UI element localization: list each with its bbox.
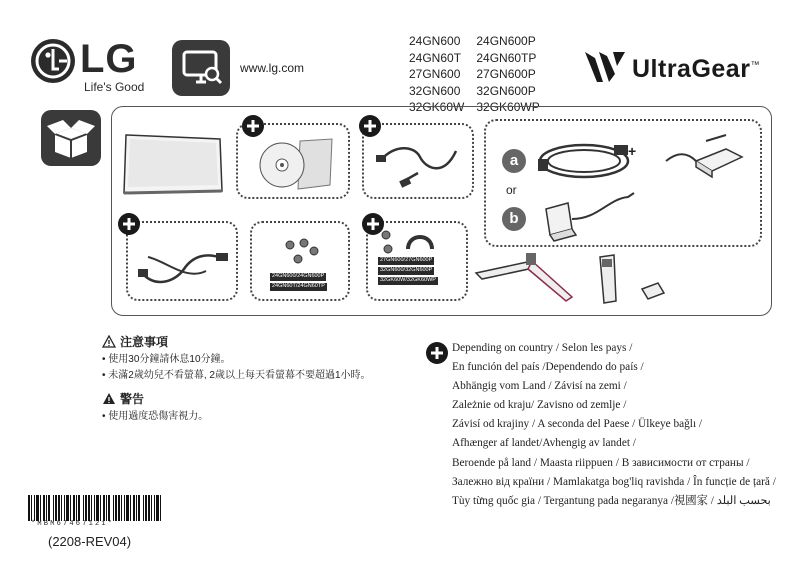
box-contents-panel	[111, 106, 772, 316]
website-url[interactable]: www.lg.com	[240, 61, 305, 75]
model-list	[407, 32, 552, 117]
warning-item: • 使用過度恐傷害視力。	[102, 411, 209, 422]
caution-text: 未滿2歲幼兒不看螢幕, 2歲以上每天看螢幕不要超過1小時。	[108, 370, 371, 381]
stand-neck-illustration	[592, 251, 628, 307]
country-line: Zależnie od kraju/ Zavisno od zemlje /	[452, 399, 627, 412]
screws-box	[250, 221, 350, 301]
model-name: 32GN600	[409, 83, 461, 98]
model-name: 24GN60TP	[476, 50, 537, 65]
model-tag: 24GN600/24GN600P	[272, 273, 325, 279]
caution-text: 使用30分鐘請休息10分鐘。	[108, 354, 231, 365]
cable-box-1	[362, 123, 474, 199]
model-name: 27GN600P	[476, 67, 536, 81]
model-name: 32GN600P	[476, 83, 536, 98]
box-contents-icon	[41, 110, 101, 166]
stand-cover-illustration	[638, 279, 668, 303]
caution-item: • 未滿2歲幼兒不看螢幕, 2歲以上每天看螢幕不要超過1小時。	[102, 370, 371, 381]
model-name: 24GN60T	[409, 50, 462, 65]
model-tag: 27GN600/27GN600P	[380, 257, 433, 263]
model-name: 24GN600P	[476, 34, 536, 48]
warning-icon	[102, 392, 116, 405]
brand-tagline: Life's Good	[84, 80, 145, 94]
caution-section	[102, 333, 371, 425]
optional-plus-icon	[359, 115, 381, 137]
power-cord-illustration	[534, 131, 637, 189]
wall-adapter-illustration	[538, 189, 648, 245]
or-label: or	[506, 183, 517, 197]
model-name: 27GN600	[409, 67, 461, 81]
country-line: Depending on country / Selon les pays /	[452, 342, 633, 354]
monitor-illustration	[120, 131, 228, 197]
optional-plus-icon	[426, 342, 448, 364]
country-line: Tùy từng quốc gia / Tergantung pada negaranya /視國家 / بحسب البلد	[452, 494, 771, 507]
model-tag: 32GK60W/32GK60WP	[380, 277, 436, 283]
hdmi-cable-illustration	[374, 137, 466, 193]
barcode-text: *MBM67467121*	[31, 520, 115, 528]
trademark-symbol: ™	[750, 59, 760, 70]
country-line: En función del país /Dependendo do país /	[452, 361, 644, 374]
optional-plus-icon	[118, 213, 140, 235]
ultragear-logo-icon	[583, 48, 627, 86]
ac-adapter-illustration	[646, 131, 746, 189]
screws-illustration	[282, 237, 322, 271]
country-line: Beroende på land / Maasta riippuen / В зависимости от страны /	[452, 456, 750, 469]
product-line-label: UltraGear	[632, 55, 751, 83]
caution-icon	[102, 335, 116, 348]
power-adapter-box	[484, 119, 762, 247]
model-name: 32GK60W	[409, 100, 465, 114]
caution-title: 注意事項	[120, 335, 169, 349]
barcode	[28, 495, 163, 521]
stand-base-illustration	[472, 247, 582, 303]
adapter-b-badge: b	[502, 207, 526, 231]
country-note	[452, 339, 776, 511]
brand-name: LG	[80, 37, 138, 81]
cd-manual-illustration	[250, 137, 340, 193]
revision-number: (2208-REV04)	[48, 534, 132, 549]
country-line: Abhängig vom Land / Závisí na zemi /	[452, 380, 627, 393]
optional-plus-icon	[242, 115, 264, 137]
dp-cable-illustration	[136, 241, 232, 291]
warning-title: 警告	[120, 392, 145, 406]
model-name: 24GN600	[409, 34, 461, 48]
country-line: Závisí od krajiny / A seconda del Paese / Ülkeye bağlı /	[452, 418, 703, 431]
cable-box-2	[126, 221, 238, 301]
model-tag: 32GN600/32GN600P	[380, 267, 433, 273]
optional-plus-icon	[362, 213, 384, 235]
clips-box	[366, 221, 468, 301]
model-tag: 24GN60T/24GN60TP	[272, 283, 325, 289]
country-line: Залежно від країни / Mamlakatga bog'liq ravishda / În funcție de țară /	[452, 475, 776, 488]
lg-logo-icon	[31, 39, 75, 83]
country-line: Afhænger af landet/Avhengig av landet /	[452, 437, 636, 450]
warning-text: 使用過度恐傷害視力。	[108, 411, 209, 422]
product-line-name	[632, 55, 760, 84]
caution-item: • 使用30分鐘請休息10分鐘。	[102, 354, 231, 365]
adapter-a-badge: a	[502, 149, 526, 173]
plus-sign: +	[628, 143, 637, 159]
model-name: 32GK60WP	[476, 100, 540, 114]
cable-clip-illustration	[378, 227, 448, 261]
monitor-search-icon	[172, 40, 230, 96]
